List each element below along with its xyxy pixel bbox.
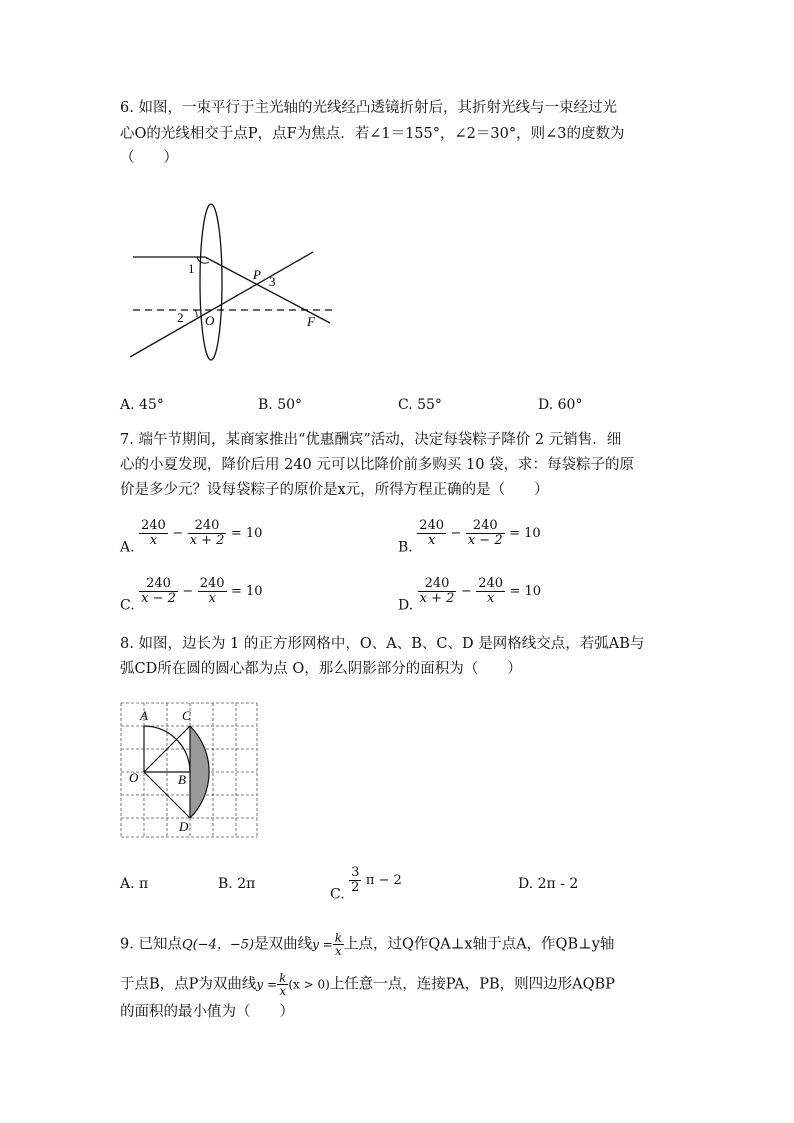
q7-option-a[interactable]: A. $\frac{240}{x}$ − $\frac{240}{x + 2}$ = 10 xyxy=(120,518,263,556)
q6-option-d[interactable]: D. 60° xyxy=(538,397,583,413)
q6-line3: （ ） xyxy=(120,150,178,166)
q9-line2: 于点B，点P为双曲线y = $\frac{k}{x}$ (x > 0)上任意一点，连接PA，PB，则四边形AQBP xyxy=(120,971,615,998)
q8-line2: 弧CD所在圆的圆心都为点 O，那么阴影部分的面积为（ ） xyxy=(120,661,522,677)
q6-option-a[interactable]: A. 45° xyxy=(120,397,164,413)
q9-line3: 的面积的最小值为（ ） xyxy=(120,1004,294,1020)
label-3: 3 xyxy=(269,274,276,289)
label-1: 1 xyxy=(188,261,195,276)
label-O: O xyxy=(129,770,139,785)
q7-line2: 心的小夏发现，降价后用 240 元可以比降价前多购买 10 袋，求：每袋粽子的原 xyxy=(120,457,635,473)
q8-grid-figure xyxy=(118,700,260,840)
q6-option-b[interactable]: B. 50° xyxy=(258,397,303,413)
q6-option-c[interactable]: C. 55° xyxy=(398,397,442,413)
label-D: D xyxy=(179,819,189,834)
label-O: O xyxy=(205,313,215,328)
q6-line1: 6. 如图，一束平行于主光轴的光线经凸透镜折射后，其折射光线与一束经过光 xyxy=(120,100,617,116)
q8-line1: 8. 如图，边长为 1 的正方形网格中，O、A、B、C、D 是网格线交点，若弧AB与 xyxy=(120,636,645,652)
q6-lens-figure xyxy=(125,195,345,365)
label-P: P xyxy=(253,267,261,282)
q8-option-b[interactable]: B. 2π xyxy=(218,876,256,892)
q7-option-b[interactable]: B. $\frac{240}{x}$ − $\frac{240}{x - 2}$ = 10 xyxy=(398,518,541,556)
label-2: 2 xyxy=(177,310,184,325)
q8-option-a[interactable]: A. π xyxy=(120,876,149,892)
label-C: C xyxy=(182,708,191,723)
q8-option-c[interactable]: C. $\frac{3}{2}$ π − 2 xyxy=(330,865,402,903)
q6-line2: 心O的光线相交于点P，点F为焦点．若∠1＝155°，∠2＝30°，则∠3的度数为 xyxy=(120,126,625,142)
q7-line1: 7. 端午节期间，某商家推出“优惠酬宾”活动，决定每袋粽子降价 2 元销售．细 xyxy=(120,432,622,448)
q9-line1: 9. 已知点Q(−4，−5)是双曲线y = $\frac{k}{x}$ 上点，过Q作QA⊥x轴于点A，作QB⊥y轴 xyxy=(120,931,615,958)
label-B: B xyxy=(178,772,186,787)
q7-option-d[interactable]: D. $\frac{240}{x + 2}$ − $\frac{240}{x}$ = 10 xyxy=(398,576,542,614)
q7-line3: 价是多少元？设每袋粽子的原价是x元，所得方程正确的是（ ） xyxy=(120,482,549,498)
label-A: A xyxy=(140,708,148,723)
q8-option-d[interactable]: D. 2π - 2 xyxy=(518,876,579,892)
convex-lens xyxy=(200,204,222,360)
shaded-region xyxy=(190,726,209,818)
angle-2-arc xyxy=(195,310,197,317)
q7-option-c[interactable]: C. $\frac{240}{x - 2}$ − $\frac{240}{x}$ = 10 xyxy=(120,576,263,614)
label-F: F xyxy=(307,314,315,329)
